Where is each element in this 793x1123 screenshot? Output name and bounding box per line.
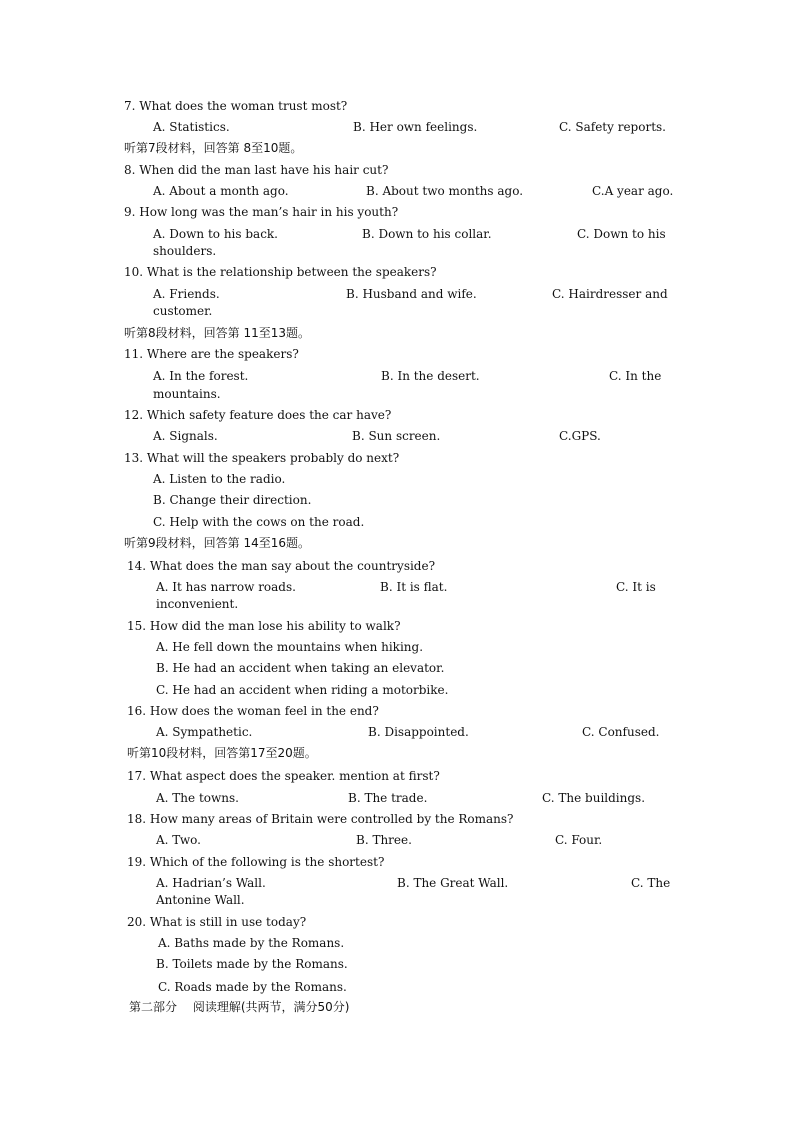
question-17-stem: 17. What aspect does the speaker. mention at first?: [127, 769, 440, 783]
q19-option-c: C. The: [631, 876, 671, 890]
question-10-stem: 10. What is the relationship between the speakers?: [124, 265, 437, 279]
section-heading-8: 听第8段材料，回答第 11至13题。: [124, 326, 310, 340]
q19-option-c-continued: Antonine Wall.: [156, 893, 245, 907]
q18-option-b: B. Three.: [356, 833, 412, 847]
q17-option-b: B. The trade.: [348, 791, 428, 805]
q13-option-c: C. Help with the cows on the road.: [153, 515, 365, 529]
question-19-stem: 19. Which of the following is the shortest?: [127, 855, 385, 869]
q15-option-b: B. He had an accident when taking an elevator.: [156, 661, 445, 675]
q20-option-b: B. Toilets made by the Romans.: [156, 957, 348, 971]
section-heading-7: 听第7段材料，回答第 8至10题。: [124, 141, 303, 155]
question-20-stem: 20. What is still in use today?: [127, 915, 307, 929]
q20-option-a: A. Baths made by the Romans.: [158, 936, 345, 950]
q19-option-a: A. Hadrian’s Wall.: [156, 876, 266, 890]
q14-option-a: A. It has narrow roads.: [156, 580, 296, 594]
question-8-stem: 8. When did the man last have his hair cut?: [124, 163, 389, 177]
q9-option-a: A. Down to his back.: [153, 227, 278, 241]
q18-option-c: C. Four.: [555, 833, 603, 847]
question-9-stem: 9. How long was the man’s hair in his youth?: [124, 205, 399, 219]
question-18-stem: 18. How many areas of Britain were controlled by the Romans?: [127, 812, 514, 826]
question-12-stem: 12. Which safety feature does the car have?: [124, 408, 392, 422]
section-heading-9: 听第9段材料，回答第 14至16题。: [124, 536, 310, 550]
q17-option-a: A. The towns.: [156, 791, 239, 805]
question-7-stem: 7. What does the woman trust most?: [124, 99, 348, 113]
q11-option-b: B. In the desert.: [381, 369, 480, 383]
section-heading-10: 听第10段材料，回答第17至20题。: [127, 746, 317, 760]
q7-option-c: C. Safety reports.: [559, 120, 666, 134]
q14-option-c: C. It is: [616, 580, 656, 594]
q17-option-c: C. The buildings.: [542, 791, 646, 805]
q12-option-a: A. Signals.: [153, 429, 218, 443]
part-two-heading: 第二部分 阅读理解(共两节，满分50分): [129, 1000, 350, 1014]
question-14-stem: 14. What does the man say about the countryside?: [127, 559, 436, 573]
q8-option-b: B. About two months ago.: [366, 184, 524, 198]
q15-option-c: C. He had an accident when riding a motorbike.: [156, 683, 449, 697]
q10-option-c-continued: customer.: [153, 304, 213, 318]
q15-option-a: A. He fell down the mountains when hiking.: [156, 640, 424, 654]
q16-option-c: C. Confused.: [582, 725, 660, 739]
q10-option-c: C. Hairdresser and: [552, 287, 668, 301]
q8-option-a: A. About a month ago.: [153, 184, 289, 198]
q9-option-c: C. Down to his: [577, 227, 666, 241]
q18-option-a: A. Two.: [156, 833, 201, 847]
q13-option-a: A. Listen to the radio.: [153, 472, 286, 486]
q7-option-a: A. Statistics.: [153, 120, 230, 134]
q16-option-a: A. Sympathetic.: [156, 725, 253, 739]
q7-option-b: B. Her own feelings.: [353, 120, 478, 134]
q8-option-c: C.A year ago.: [592, 184, 674, 198]
q10-option-a: A. Friends.: [153, 287, 220, 301]
q19-option-b: B. The Great Wall.: [397, 876, 509, 890]
q12-option-b: B. Sun screen.: [352, 429, 441, 443]
q13-option-b: B. Change their direction.: [153, 493, 312, 507]
q11-option-a: A. In the forest.: [153, 369, 249, 383]
q10-option-b: B. Husband and wife.: [346, 287, 477, 301]
question-11-stem: 11. Where are the speakers?: [124, 347, 299, 361]
q9-option-c-continued: shoulders.: [153, 244, 217, 258]
q11-option-c-continued: mountains.: [153, 387, 221, 401]
q14-option-b: B. It is flat.: [380, 580, 448, 594]
question-15-stem: 15. How did the man lose his ability to walk?: [127, 619, 401, 633]
q11-option-c: C. In the: [609, 369, 662, 383]
q20-option-c: C. Roads made by the Romans.: [158, 980, 347, 994]
q12-option-c: C.GPS.: [559, 429, 601, 443]
q9-option-b: B. Down to his collar.: [362, 227, 492, 241]
q14-option-c-continued: inconvenient.: [156, 597, 239, 611]
question-13-stem: 13. What will the speakers probably do next?: [124, 451, 400, 465]
q16-option-b: B. Disappointed.: [368, 725, 469, 739]
question-16-stem: 16. How does the woman feel in the end?: [127, 704, 379, 718]
